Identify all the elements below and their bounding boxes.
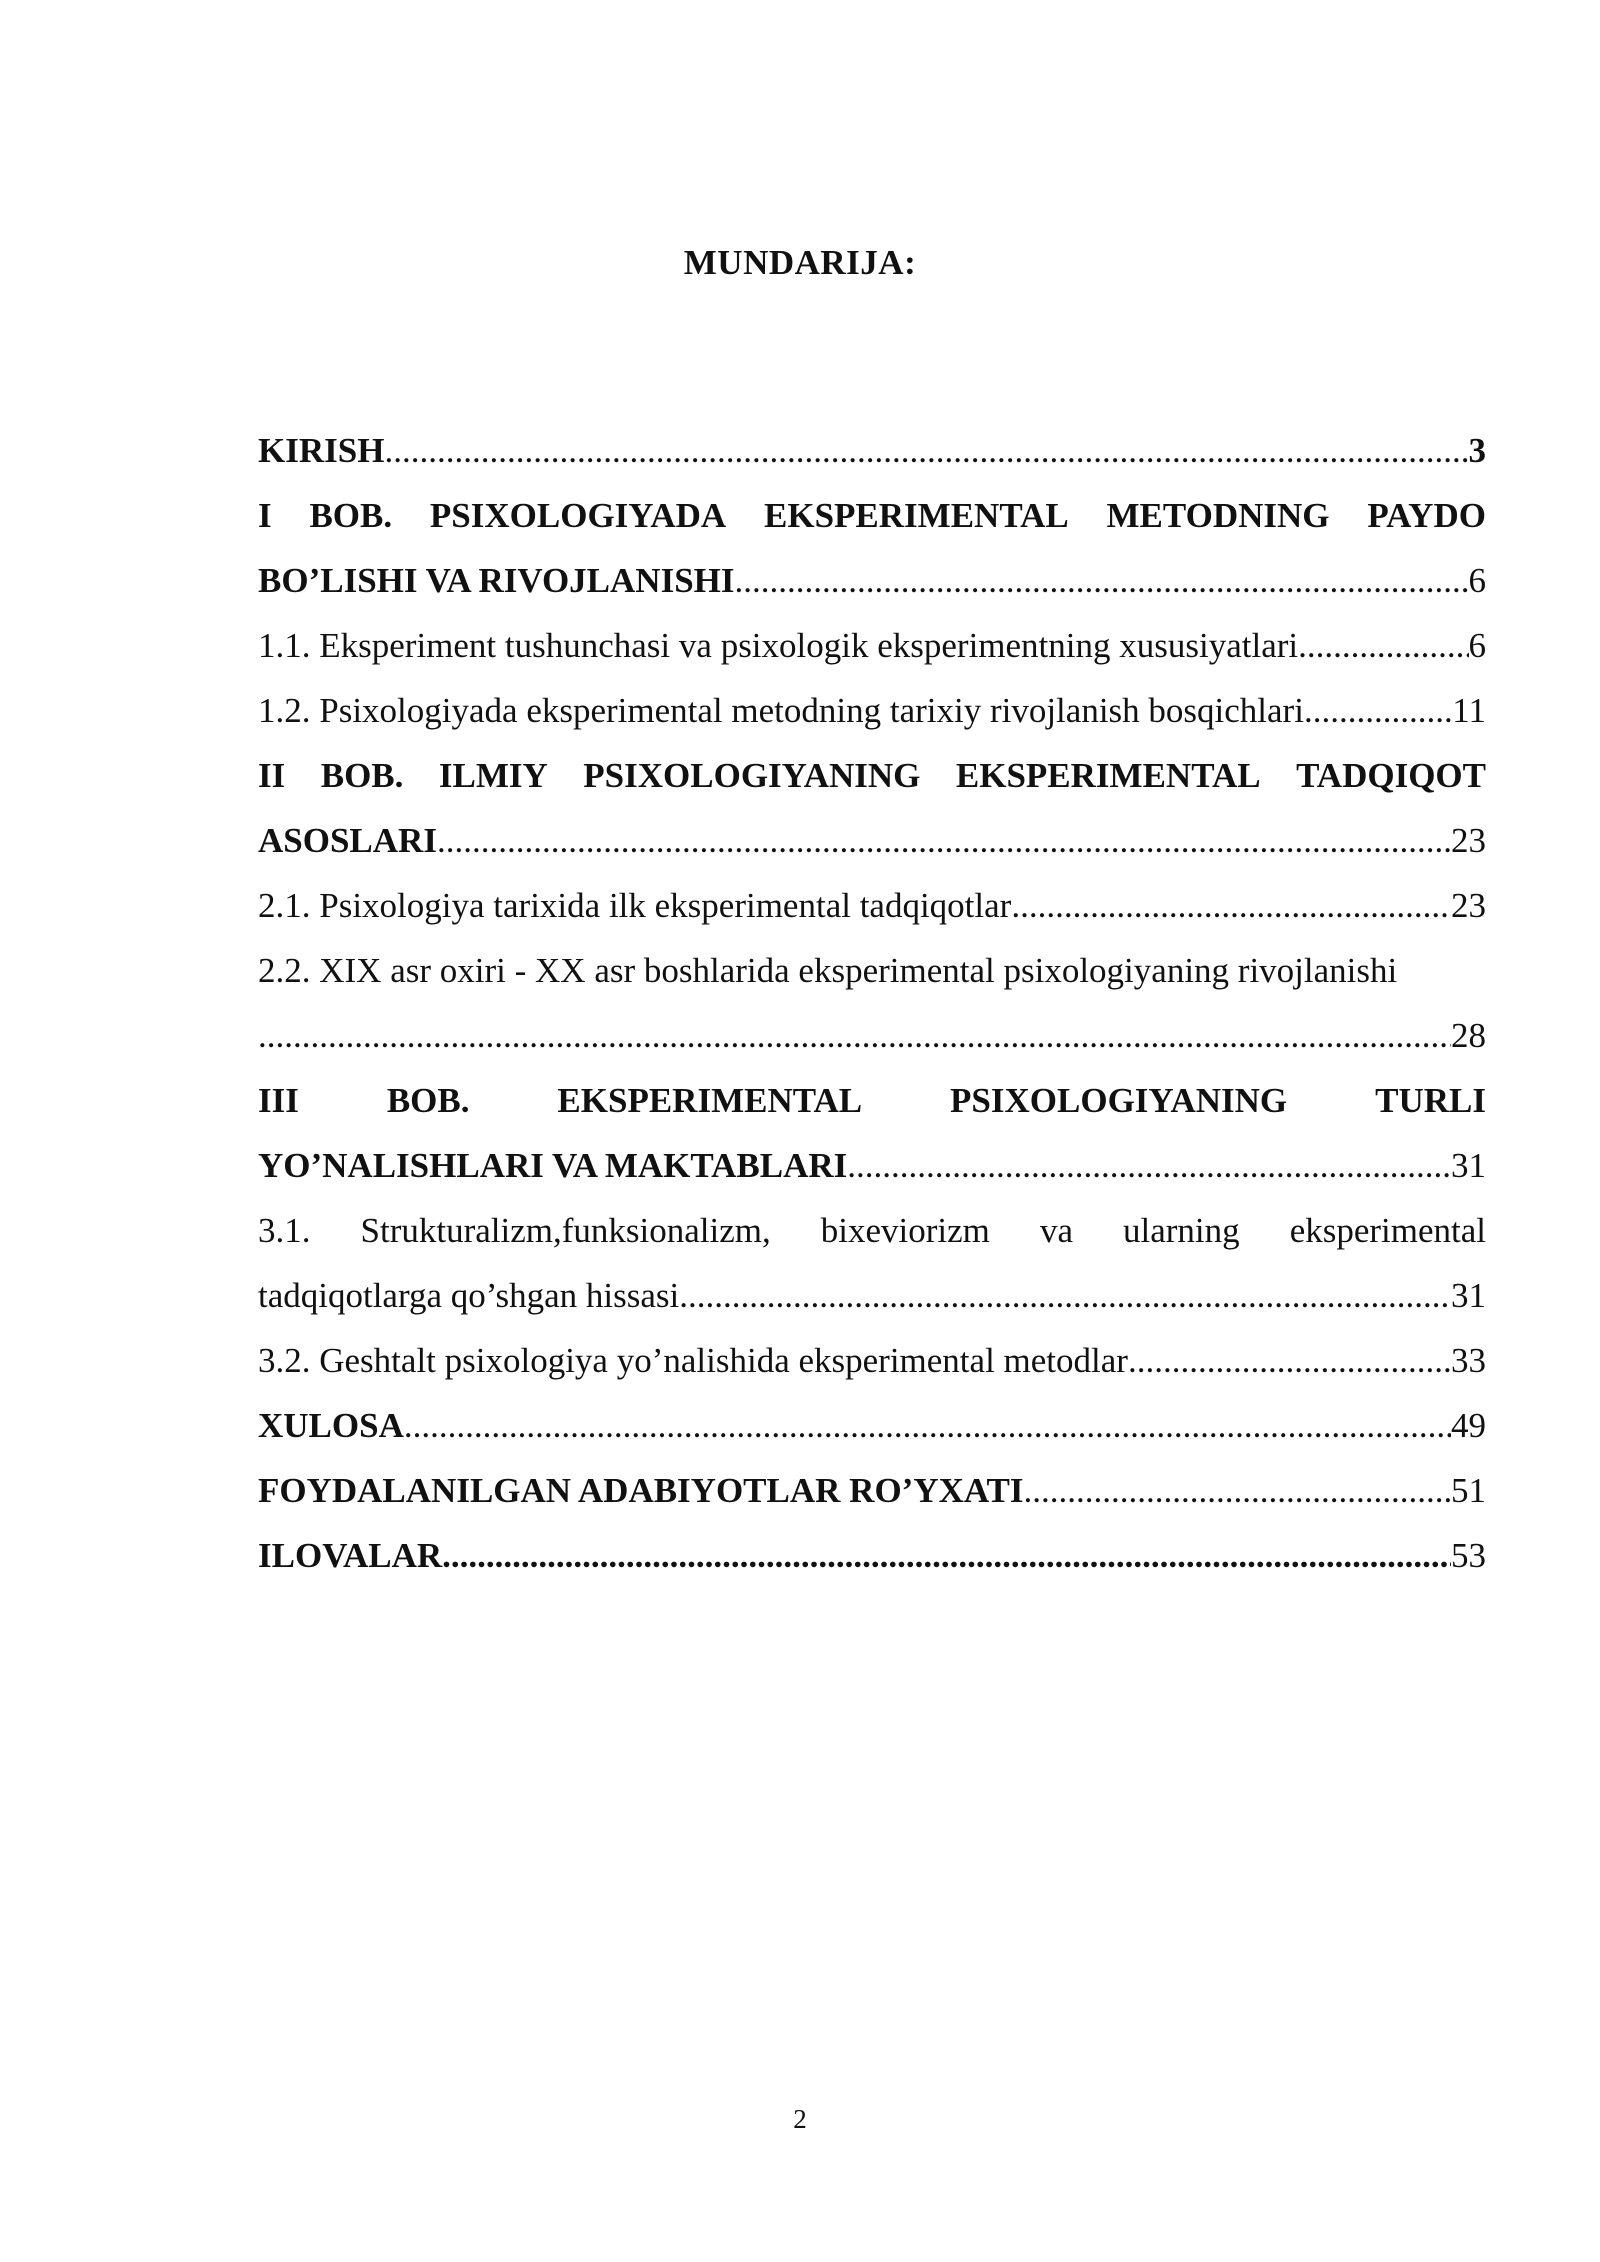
toc-entry-page: 23 (1451, 821, 1486, 860)
toc-word: METODNING (1106, 496, 1330, 535)
toc-entry-bob2-line2[interactable] (258, 808, 1486, 873)
toc-word: BOB. (309, 496, 393, 535)
toc-entry-label: KIRISH (258, 431, 385, 470)
dot-leader (404, 1393, 1451, 1458)
toc-entry-page: 23 (1451, 886, 1486, 925)
toc-entry-kirish[interactable] (258, 418, 1486, 483)
toc-word: BOB. (386, 1081, 470, 1120)
toc-word: ILMIY (438, 756, 548, 795)
dot-leader (679, 1263, 1451, 1328)
toc-entry-page: 11 (1452, 691, 1486, 730)
toc-entry-label: 2.1. Psixologiya tarixida ilk eksperimental tadqiqotlar (258, 886, 1012, 925)
toc-entry-page: 28 (1451, 1016, 1486, 1055)
toc-entry-page: 53 (1451, 1536, 1486, 1575)
toc-entry-bob3-line2[interactable] (258, 1133, 1486, 1198)
dot-leader (437, 808, 1451, 873)
toc-entry-page: 51 (1451, 1471, 1486, 1510)
toc-entry-1-2[interactable] (258, 678, 1486, 743)
toc-entry-label: FOYDALANILGAN ADABIYOTLAR RO’YXATI (258, 1471, 1024, 1510)
toc-entry-page: 33 (1451, 1341, 1486, 1380)
toc-entry-page: 6 (1468, 626, 1486, 665)
toc-word: 3.1. (258, 1211, 311, 1250)
toc-word: I (258, 496, 272, 535)
toc-entry-2-2-line2[interactable] (258, 1003, 1486, 1068)
dot-leader (1024, 1458, 1451, 1523)
dot-leader (1298, 613, 1468, 678)
toc-entry-3-1-line1[interactable] (258, 1198, 1486, 1263)
page-number: 2 (793, 2104, 807, 2134)
toc-entry-page: 3 (1468, 431, 1486, 470)
toc-word: PSIXOLOGIYANING (950, 1081, 1288, 1120)
toc-entry-page: 31 (1451, 1146, 1486, 1185)
toc-entry-label: XULOSA (258, 1406, 404, 1445)
toc-word: III (258, 1081, 299, 1120)
dot-leader (442, 1523, 1451, 1588)
toc-entry-label: 1.2. Psixologiyada eksperimental metodning tarixiy rivojlanish bosqichlari (258, 691, 1304, 730)
toc-entry-label: 2.2. XIX asr oxiri - XX asr boshlarida eksperimental psixologiyaning rivojlanishi (258, 951, 1398, 990)
toc-entry-2-2-line1[interactable] (258, 938, 1486, 1003)
toc-entry-page: 6 (1468, 561, 1486, 600)
table-of-contents (258, 418, 1486, 1588)
dot-leader (1304, 678, 1452, 743)
toc-entry-bob1-line1[interactable] (258, 483, 1486, 548)
dot-leader (1128, 1328, 1451, 1393)
toc-title: MUNDARIJA: (683, 243, 917, 282)
toc-entry-bob1-line2[interactable] (258, 548, 1486, 613)
toc-word: ularning (1123, 1211, 1240, 1250)
toc-entry-page: 49 (1451, 1406, 1486, 1445)
toc-entry-label: tadqiqotlarga qo’shgan hissasi (258, 1276, 680, 1315)
toc-word: II (258, 756, 286, 795)
toc-entry-bob2-line1[interactable] (258, 743, 1486, 808)
toc-entry-xulosa[interactable] (258, 1393, 1486, 1458)
dot-leader (384, 418, 1468, 483)
toc-word: TADQIQOT (1296, 756, 1486, 795)
toc-entry-3-2[interactable] (258, 1328, 1486, 1393)
toc-entry-ilovalar[interactable] (258, 1523, 1486, 1588)
toc-word: BOB. (320, 756, 404, 795)
toc-entry-label: 1.1. Eksperiment tushunchasi va psixologik eksperimentning xususiyatlari (258, 626, 1299, 665)
toc-entry-3-1-line2[interactable] (258, 1263, 1486, 1328)
toc-word: EKSPERIMENTAL (955, 756, 1261, 795)
toc-word: eksperimental (1289, 1211, 1486, 1250)
toc-word: PSIXOLOGIYANING (583, 756, 921, 795)
toc-word: TURLI (1375, 1081, 1486, 1120)
dot-leader (258, 1003, 1451, 1068)
toc-word: bixeviorizm (820, 1211, 990, 1250)
toc-word: PSIXOLOGIYADA (429, 496, 727, 535)
toc-entry-label: BO’LISHI VA RIVOJLANISHI (258, 561, 735, 600)
toc-entry-adabiyotlar[interactable] (258, 1458, 1486, 1523)
toc-word: Strukturalizm,funksionalizm, (360, 1211, 771, 1250)
toc-entry-label: ILOVALAR (258, 1536, 443, 1575)
toc-entry-page: 31 (1451, 1276, 1486, 1315)
dot-leader (1011, 873, 1451, 938)
toc-word: PAYDO (1367, 496, 1486, 535)
toc-entry-2-1[interactable] (258, 873, 1486, 938)
toc-entry-label: ASOSLARI (258, 821, 437, 860)
toc-entry-label: YO’NALISHLARI VA MAKTABLARI (258, 1146, 848, 1185)
toc-word: EKSPERIMENTAL (557, 1081, 863, 1120)
toc-entry-bob3-line1[interactable] (258, 1068, 1486, 1133)
toc-entry-label: 3.2. Geshtalt psixologiya yo’nalishida eksperimental metodlar (258, 1341, 1128, 1380)
toc-word: EKSPERIMENTAL (764, 496, 1069, 535)
dot-leader (735, 548, 1469, 613)
toc-word: va (1039, 1211, 1073, 1250)
toc-entry-1-1[interactable] (258, 613, 1486, 678)
dot-leader (847, 1133, 1451, 1198)
